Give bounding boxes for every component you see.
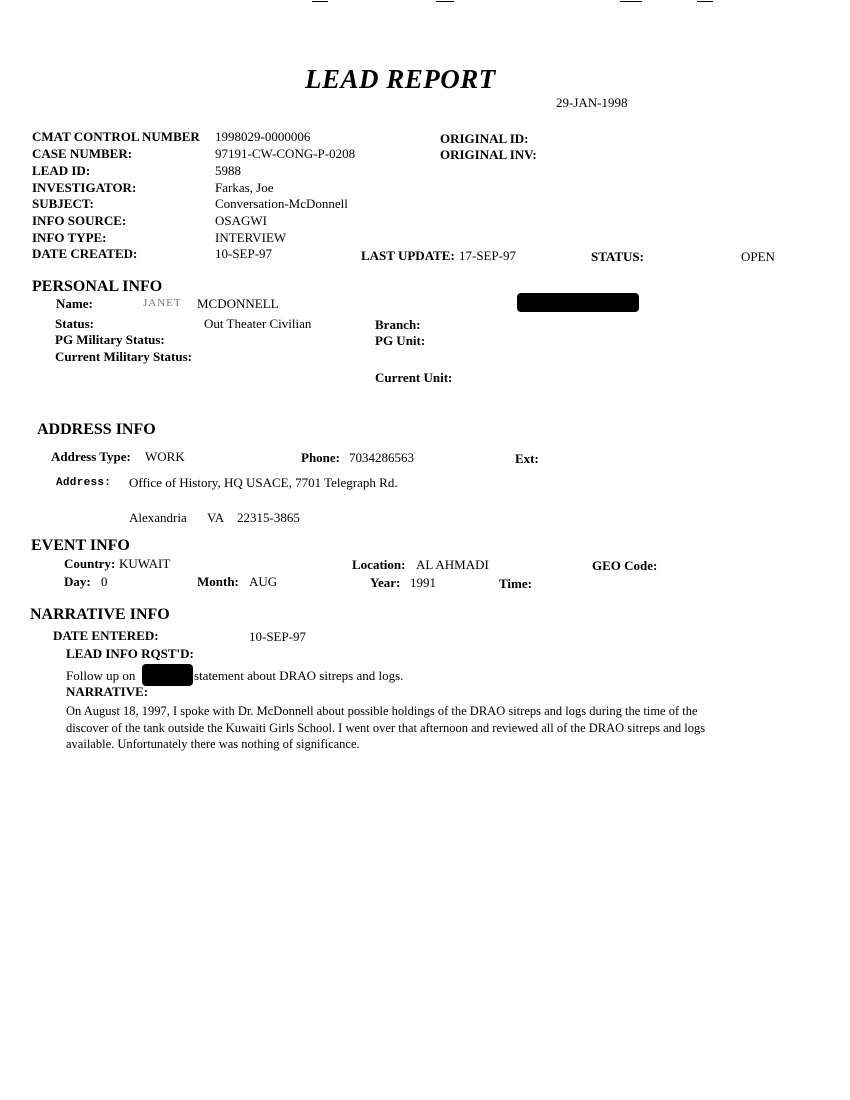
geo-code-label: GEO Code:: [592, 558, 658, 573]
address-zip: 22315-3865: [237, 510, 300, 525]
phone-value: 7034286563: [349, 450, 414, 465]
narrative-info-heading: NARRATIVE INFO: [30, 606, 170, 623]
date-entered-value: 10-SEP-97: [249, 629, 307, 644]
location-value: AL AHMADI: [416, 557, 489, 572]
lead-id-value: 5988: [215, 163, 241, 178]
scan-mark: [312, 1, 328, 2]
address-label: Address:: [56, 477, 112, 489]
branch-label: Branch:: [375, 317, 421, 332]
day-value: 0: [101, 574, 108, 589]
current-military-status-label: Current Military Status:: [55, 349, 192, 364]
case-number-label: CASE NUMBER:: [32, 146, 133, 161]
scan-mark: [436, 1, 454, 2]
status-label: STATUS:: [591, 249, 644, 264]
last-update-label: LAST UPDATE:: [361, 248, 455, 263]
page-title: LEAD REPORT: [305, 64, 496, 94]
personal-status-value: Out Theater Civilian: [204, 316, 312, 331]
location-label: Location:: [352, 557, 406, 572]
status-value: OPEN: [741, 249, 775, 264]
followup-text-start: Follow up on: [66, 668, 136, 683]
control-number-value: 1998029-0000006: [215, 129, 311, 144]
address-line1: Office of History, HQ USACE, 7701 Telegraph Rd.: [129, 475, 398, 490]
subject-value: Conversation-McDonnell: [215, 196, 348, 211]
date-entered-label: DATE ENTERED:: [53, 628, 159, 643]
time-label: Time:: [499, 576, 532, 591]
address-state: VA: [207, 510, 225, 525]
address-type-value: WORK: [145, 449, 185, 464]
month-value: AUG: [249, 574, 278, 589]
pg-unit-label: PG Unit:: [375, 333, 426, 348]
investigator-value: Farkas, Joe: [215, 180, 274, 195]
current-unit-label: Current Unit:: [375, 370, 453, 385]
last-name-value: MCDONNELL: [197, 296, 279, 311]
month-label: Month:: [197, 574, 239, 589]
info-source-value: OSAGWI: [215, 213, 267, 228]
address-city: Alexandria: [129, 510, 187, 525]
lead-info-rqstd-label: LEAD INFO RQST'D:: [66, 646, 194, 661]
ext-label: Ext:: [515, 451, 539, 466]
info-type-value: INTERVIEW: [215, 230, 287, 245]
followup-text-end: statement about DRAO sitreps and logs.: [194, 668, 404, 683]
lead-id-label: LEAD ID:: [32, 163, 91, 178]
date-created-label: DATE CREATED:: [32, 246, 138, 261]
name-label: Name:: [56, 296, 93, 311]
control-number-label: CMAT CONTROL NUMBER: [32, 129, 200, 144]
investigator-label: INVESTIGATOR:: [32, 180, 137, 195]
pg-military-status-label: PG Military Status:: [55, 332, 165, 347]
redaction-block: [142, 664, 193, 686]
event-info-heading: EVENT INFO: [31, 537, 130, 554]
address-info-heading: ADDRESS INFO: [37, 421, 156, 438]
redaction-block: [517, 293, 639, 312]
phone-label: Phone:: [301, 450, 340, 465]
report-date: 29-JAN-1998: [556, 95, 628, 110]
last-update-value: 17-SEP-97: [459, 248, 517, 263]
personal-info-heading: PERSONAL INFO: [32, 278, 163, 295]
year-value: 1991: [410, 575, 436, 590]
narrative-label: NARRATIVE:: [66, 684, 149, 699]
day-label: Day:: [64, 574, 91, 589]
subject-label: SUBJECT:: [32, 196, 94, 211]
narrative-text: On August 18, 1997, I spoke with Dr. McDonnell about possible holdings of the DRAO sitreps and logs during the time of the discover of the tank outside the Kuwaiti Girls School. I went over that afternoon and reviewed all of the DRAO sitreps and logs available. Unfortunately there was nothing of significance.: [66, 704, 706, 751]
scan-mark: [620, 1, 642, 2]
original-inv-label: ORIGINAL INV:: [440, 147, 537, 162]
info-source-label: INFO SOURCE:: [32, 213, 127, 228]
address-type-label: Address Type:: [51, 449, 131, 464]
case-number-value: 97191-CW-CONG-P-0208: [215, 146, 356, 161]
year-label: Year:: [370, 575, 401, 590]
country-value: KUWAIT: [119, 556, 171, 571]
first-name-value: JANET: [143, 297, 182, 309]
date-created-value: 10-SEP-97: [215, 246, 273, 261]
personal-status-label: Status:: [55, 316, 95, 331]
info-type-label: INFO TYPE:: [32, 230, 107, 245]
scan-mark: [697, 1, 713, 2]
original-id-label: ORIGINAL ID:: [440, 131, 529, 146]
country-label: Country:: [64, 556, 116, 571]
